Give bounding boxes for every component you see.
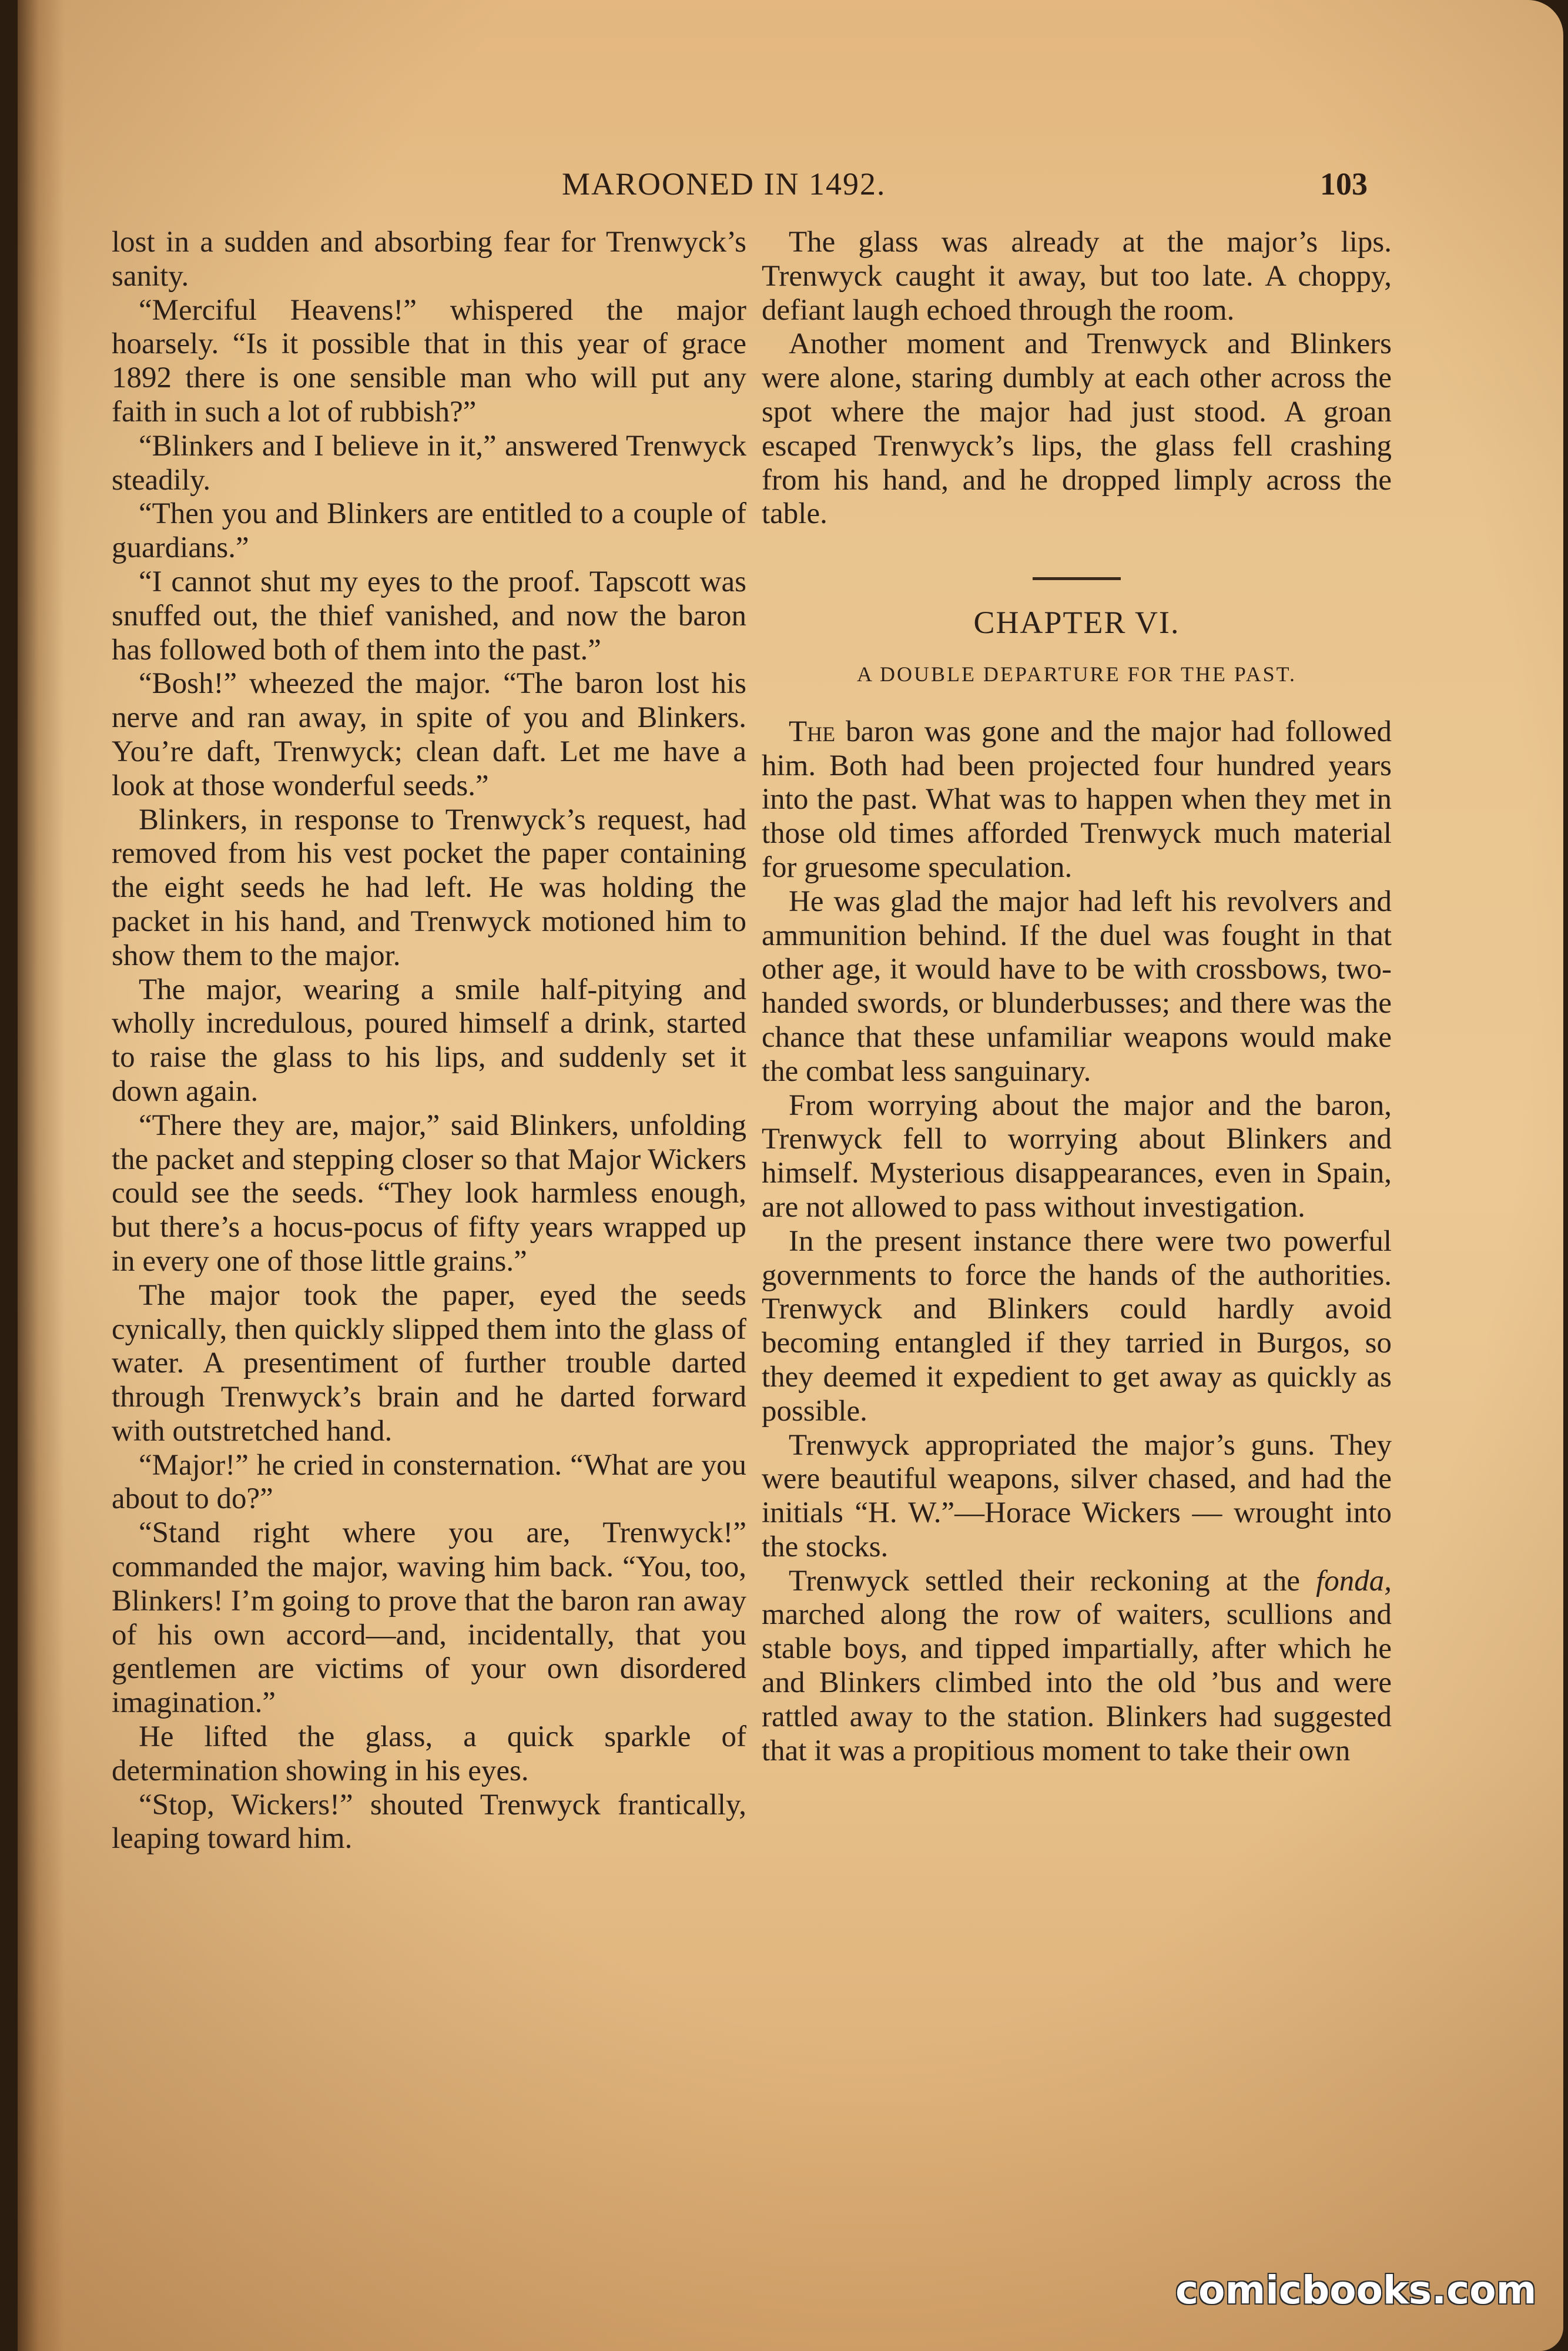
paragraph: The major, wearing a smile half-pitying and wholly incredulous, poured himself a drink, started to raise the glass to his lips, and suddenly set it down again. (112, 973, 746, 1108)
paragraph: “There they are, major,” said Blinkers, unfolding the packet and stepping closer so that Major Wickers could see the seeds. “They look harmless enough, but there’s a hocus-pocus of fifty years wrapped up in every one of those little grains.” (112, 1108, 746, 1278)
paragraph: “Stand right where you are, Trenwyck!” commanded the major, waving him back. “You, too, Blinkers! I’m going to prove that the baron ran away of his own accord—and, incidentally, that you gentlemen are victims of your own disordered imagination.” (112, 1516, 746, 1720)
italic-word: fonda, (1316, 1564, 1392, 1598)
paragraph: The major took the paper, eyed the seeds cynically, then quickly slipped them into the glass of water. A presentiment of further trouble darted through Trenwyck’s brain and he darted forward with outstretched hand. (112, 1278, 746, 1448)
paragraph: “Then you and Blinkers are entitled to a couple of guardians.” (112, 497, 746, 565)
paragraph: “Blinkers and I believe in it,” answered Trenwyck steadily. (112, 429, 746, 497)
paragraph: “Major!” he cried in consternation. “What are you about to do?” (112, 1448, 746, 1516)
running-title: MAROONED IN 1492. (562, 166, 886, 202)
site-watermark: comicbooks.com (1175, 2268, 1537, 2313)
paragraph: “Merciful Heavens!” whispered the major hoarsely. “Is it possible that in this year of grace 1892 there is one sensible man who will put any faith in such a lot of rubbish?” (112, 293, 746, 428)
paragraph: Trenwyck appropriated the major’s guns. They were beautiful weapons, silver chased, and had the initials “H. W.”—Horace Wickers — wrought into the stocks. (762, 1428, 1392, 1563)
paragraph: He lifted the glass, a quick sparkle of determination showing in his eyes. (112, 1720, 746, 1787)
paragraph-text: Trenwyck settled their reckoning at the (789, 1564, 1316, 1598)
chapter-subtitle: A DOUBLE DEPARTURE FOR THE PAST. (857, 662, 1296, 686)
paragraph: “I cannot shut my eyes to the proof. Tapscott was snuffed out, the thief vanished, and now the baron has followed both of them into the past.” (112, 565, 746, 667)
chapter-opening-paragraph (762, 715, 1392, 885)
paragraph: “Bosh!” wheezed the major. “The baron lost his nerve and ran away, in spite of you and Blinkers. You’re daft, Trenwyck; clean daft. Let me have a look at those wonderful seeds.” (112, 667, 746, 802)
chapter-heading: CHAPTER VI. (973, 605, 1180, 641)
paragraph (762, 1565, 1392, 1769)
page-number: 103 (1320, 166, 1368, 202)
page-binding-shadow (18, 0, 65, 2351)
opening-text: baron was gone and the major had followed him. Both had been projected four hundred years into the past. What was to happen when they met in those old times afforded Trenwyck much material for gruesome speculation. (762, 715, 1392, 884)
left-column (112, 226, 746, 1856)
paragraph: In the present instance there were two powerful governments to force the hands of the authorities. Trenwyck and Blinkers could hardly avoid becoming entangled if they tarried in Burgos, so they deemed it expedient to get away as quickly as possible. (762, 1224, 1392, 1428)
book-page (18, 0, 1563, 2351)
section-divider (1033, 577, 1121, 580)
right-column (762, 226, 1392, 1768)
paragraph: lost in a sudden and absorbing fear for Trenwyck’s sanity. (112, 226, 746, 293)
paragraph: He was glad the major had left his revolvers and ammunition behind. If the duel was fought in that other age, it would have to be with crossbows, two-handed swords, or blunderbusses; and there was the chance that these unfamiliar weapons would make the combat less sanguinary. (762, 885, 1392, 1088)
paragraph-text: marched along the row of waiters, scullions and stable boys, and tipped impartially, after which he and Blinkers climbed into the old ’bus and were rattled away to the station. Blinkers had suggested that it was a propitious moment to take their own (762, 1598, 1392, 1767)
paragraph: “Stop, Wickers!” shouted Trenwyck frantically, leaping toward him. (112, 1788, 746, 1856)
paragraph: From worrying about the major and the baron, Trenwyck fell to worrying about Blinkers and himself. Mysterious disappearances, even in Spain, are not allowed to pass without investigation. (762, 1089, 1392, 1224)
paragraph: Blinkers, in response to Trenwyck’s request, had removed from his vest pocket the paper containing the eight seeds he had left. He was holding the packet in his hand, and Trenwyck motioned him to show them to the major. (112, 803, 746, 972)
paragraph: The glass was already at the major’s lips. Trenwyck caught it away, but too late. A choppy, defiant laugh echoed through the room. (762, 226, 1392, 327)
running-header (18, 166, 1563, 213)
paragraph: Another moment and Trenwyck and Blinkers were alone, staring dumbly at each other across the spot where the major had just stood. A groan escaped Trenwyck’s lips, the glass fell crashing from his hand, and he dropped limply across the table. (762, 327, 1392, 531)
opening-word: The (789, 715, 836, 748)
